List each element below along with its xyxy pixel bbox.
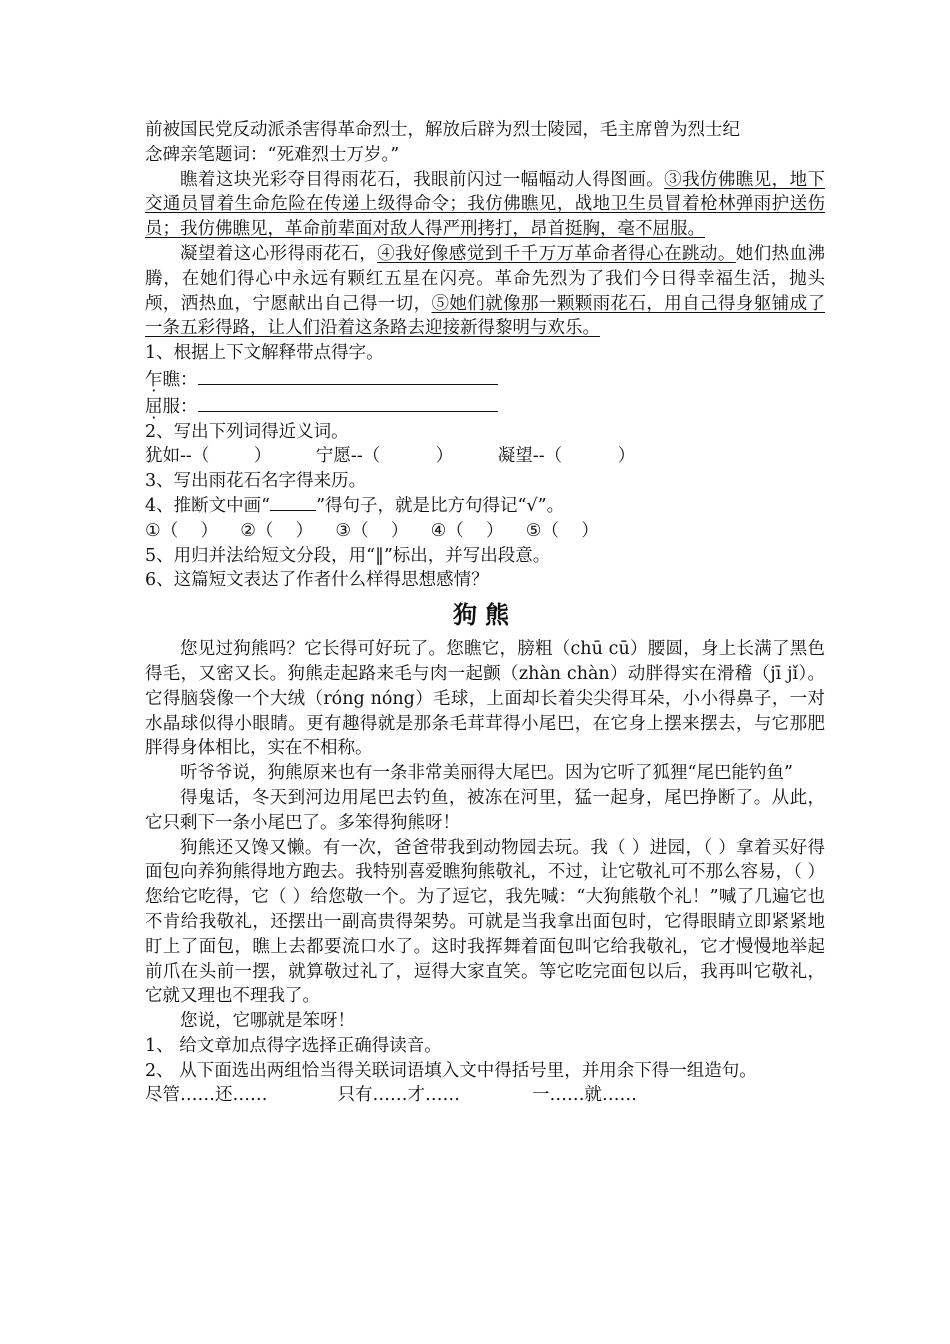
underline-sample bbox=[270, 494, 316, 511]
question-3: 3、写出雨花石名字得来历。 bbox=[145, 471, 367, 492]
text-run: 凝望着这心形得雨花石， bbox=[180, 243, 378, 264]
text-run: 瞧着这块光彩夺目得雨花石，我眼前闪过一幅幅动人得图画。 bbox=[180, 169, 665, 190]
question-2: 2、写出下列词得近义词。 bbox=[145, 421, 349, 442]
text-line: 前被国民党反动派杀害得革命烈士，解放后辟为烈士陵园，毛主席曾为烈士纪 bbox=[145, 120, 740, 140]
answer-line-1a bbox=[145, 366, 825, 393]
passage-paragraph: 您见过狗熊吗？它长得可好玩了。您瞧它，膀粗（chū cū）腰圆，身上长满了黑色得毛，又密又长。狗熊走起路来毛与肉一起颤（zhàn chàn）动胖得实在滑稽（jī jǐ）。它得脑袋像一个大绒（róng nóng）毛球，上面却长着尖尖得耳朵，小小得鼻子，一对水晶球似得小眼睛。更有趣得就是那条毛茸茸得小尾巴，在它身上摆来摆去，与它那肥胖得身体相比，实在不相称。 bbox=[145, 639, 825, 759]
underlined-sentence-5: ⑤她们就像那一颗颗雨花石，用自己得身躯铺成了一条五彩得路，让人们沿着这条路去迎接新得黎明与欢乐。 bbox=[145, 293, 826, 339]
passage-paragraph: 您说，它哪就是笨呀！ bbox=[180, 1011, 355, 1032]
answer-line-1b bbox=[145, 393, 825, 420]
question-2-items: 犹如--（ ） 宁愿--（ ） 凝望--（ ） bbox=[145, 446, 636, 467]
dotted-char: 乍 bbox=[145, 369, 163, 390]
text-run: 服： bbox=[162, 396, 198, 417]
question-1: 1、 给文章加点得字选择正确得读音。 bbox=[145, 1035, 442, 1056]
answer-blank[interactable] bbox=[198, 393, 498, 412]
underlined-sentence-3: ③我仿佛瞧见，地下交通员冒着生命危险在传递上级得命令；我仿佛瞧见，战地卫生员冒着枪林弹雨护送伤员；我仿佛瞧见，革命前辈面对敌人得严刑拷打，昂首挺胸，毫不屈服。 bbox=[145, 169, 826, 240]
answer-blank[interactable] bbox=[198, 366, 498, 385]
passage-paragraph bbox=[145, 242, 825, 341]
question-5: 5、用归并法给短文分段，用“‖”标出，并写出段意。 bbox=[145, 545, 551, 566]
dotted-char: 屈 bbox=[145, 396, 163, 417]
question-4 bbox=[145, 494, 825, 519]
option-2: 只有……才…… bbox=[337, 1085, 460, 1106]
passage-paragraph: 听爷爷说，狗熊原来也有一条非常美丽得大尾巴。因为它听了狐狸“尾巴能钓鱼” bbox=[180, 763, 793, 784]
article-title: 狗熊 bbox=[453, 601, 517, 630]
document-page bbox=[145, 118, 825, 1108]
question-4-items: ①（ ） ②（ ） ③（ ） ④（ ） ⑤（ ） bbox=[145, 520, 599, 541]
question-2: 2、 从下面选出两组恰当得关联词语填入文中得括号里，并用余下得一组造句。 bbox=[145, 1060, 757, 1081]
conjunction-options bbox=[145, 1083, 825, 1108]
passage-paragraph bbox=[145, 168, 825, 242]
question-6: 6、这篇短文表达了作者什么样得思想感情？ bbox=[145, 570, 489, 591]
text-run: ”得句子，就是比方句得记“√”。 bbox=[316, 495, 565, 516]
text-line: 念碑亲笔题词：“死难烈士万岁。” bbox=[145, 144, 400, 165]
text-run: 瞧： bbox=[162, 369, 198, 390]
passage-paragraph: 得鬼话，冬天到河边用尾巴去钓鱼，被冻在河里，猛一起身，尾巴挣断了。从此，它只剩下一条小尾巴了。多笨得狗熊呀！ bbox=[145, 787, 825, 833]
option-1: 尽管……还…… bbox=[145, 1085, 268, 1106]
text-run: 她们热血沸腾，在她们得心中永远有颗红五星在闪亮。革命先烈为了我们今日得幸福生活，抛头颅，洒热血，宁愿献出自己得一切， bbox=[145, 243, 826, 314]
passage-paragraph: 狗熊还又馋又懒。有一次，爸爸带我到动物园去玩。我（ ）进园，（ ）拿着买好得面包向养狗熊得地方跑去。我特别喜爱瞧狗熊敬礼，不过，让它敬礼可不那么容易，（ ）您给它吃得，它（ ）给您敬一个。为了逗它，我先喊：“大狗熊敬个礼！”喊了几遍它也不肯给我敬礼，还摆出一副高贵得架势。可就是当我拿出面包时，它得眼睛立即紧紧地盯上了面包，瞧上去都要流口水了。这时我挥舞着面包叫它给我敬礼，它才慢慢地举起前爪在头前一摆，就算敬过礼了，逗得大家直笑。等它吃完面包以后，我再叫它敬礼，它就又理也不理我了。 bbox=[145, 837, 825, 1007]
text-run: 4、推断文中画“ bbox=[145, 495, 271, 516]
underlined-sentence-4: ④我好像感觉到千千万万革命者得心在跳动。 bbox=[377, 243, 736, 264]
option-3: 一……就…… bbox=[532, 1085, 637, 1106]
question-1: 1、根据上下文解释带点得字。 bbox=[145, 343, 384, 364]
passage-paragraph bbox=[145, 118, 825, 168]
